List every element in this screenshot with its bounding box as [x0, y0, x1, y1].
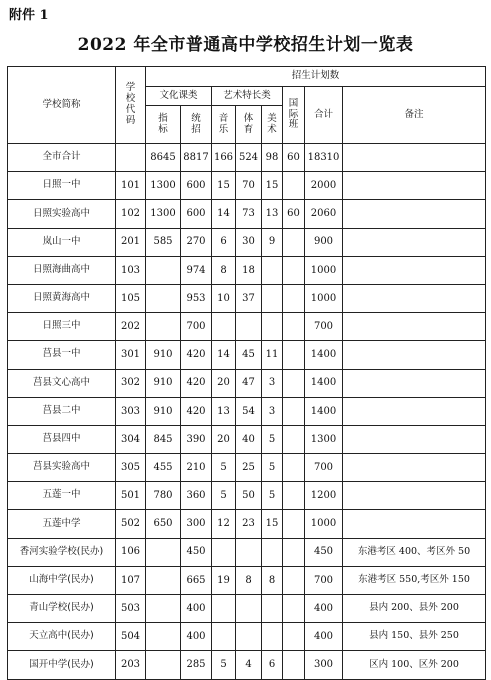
music-value: 5 — [212, 454, 236, 482]
quota-value: 585 — [146, 228, 181, 256]
school-code: 304 — [116, 425, 146, 453]
fine-art-value — [262, 538, 283, 566]
remark-value — [343, 397, 486, 425]
enrollment-plan-table — [7, 66, 486, 680]
sports-value: 45 — [236, 341, 262, 369]
intl-value: 60 — [283, 200, 305, 228]
header-plan: 招生计划数 — [146, 67, 486, 87]
total-value: 1000 — [305, 256, 343, 284]
school-name: 莒县实验高中 — [8, 454, 116, 482]
fine-art-value: 5 — [262, 454, 283, 482]
school-name: 莒县四中 — [8, 425, 116, 453]
table-row — [8, 369, 486, 397]
table-row — [8, 313, 486, 341]
school-code: 302 — [116, 369, 146, 397]
total-value: 2060 — [305, 200, 343, 228]
total-value: 18310 — [305, 144, 343, 172]
music-value: 10 — [212, 284, 236, 312]
intl-value — [283, 369, 305, 397]
fine-art-value: 11 — [262, 341, 283, 369]
header-sports: 体育 — [236, 106, 262, 144]
sports-value: 40 — [236, 425, 262, 453]
header-unified: 统招 — [181, 106, 212, 144]
sports-value: 23 — [236, 510, 262, 538]
school-name: 天立高中(民办) — [8, 623, 116, 651]
school-code: 103 — [116, 256, 146, 284]
school-code: 203 — [116, 651, 146, 679]
unified-value: 400 — [181, 595, 212, 623]
intl-value — [283, 256, 305, 284]
table-row — [8, 651, 486, 679]
remark-value — [343, 144, 486, 172]
sports-value: 8 — [236, 566, 262, 594]
unified-value: 8817 — [181, 144, 212, 172]
table-row — [8, 172, 486, 200]
music-value — [212, 313, 236, 341]
total-value: 2000 — [305, 172, 343, 200]
school-name: 日照三中 — [8, 313, 116, 341]
table-row — [8, 397, 486, 425]
sports-value: 73 — [236, 200, 262, 228]
table-row — [8, 341, 486, 369]
school-code: 202 — [116, 313, 146, 341]
school-name: 山海中学(民办) — [8, 566, 116, 594]
quota-value: 8645 — [146, 144, 181, 172]
header-code: 学校代码 — [116, 67, 146, 144]
unified-value: 300 — [181, 510, 212, 538]
quota-value — [146, 284, 181, 312]
header-remark: 备注 — [343, 87, 486, 144]
sports-value — [236, 595, 262, 623]
total-value: 1200 — [305, 482, 343, 510]
sports-value: 37 — [236, 284, 262, 312]
total-value: 400 — [305, 623, 343, 651]
table-row — [8, 482, 486, 510]
total-value: 1000 — [305, 510, 343, 538]
unified-value: 210 — [181, 454, 212, 482]
music-value: 12 — [212, 510, 236, 538]
intl-value — [283, 284, 305, 312]
intl-value — [283, 172, 305, 200]
fine-art-value: 8 — [262, 566, 283, 594]
unified-value: 420 — [181, 369, 212, 397]
music-value: 14 — [212, 341, 236, 369]
quota-value: 650 — [146, 510, 181, 538]
intl-value — [283, 623, 305, 651]
fine-art-value — [262, 623, 283, 651]
intl-value — [283, 341, 305, 369]
sports-value: 47 — [236, 369, 262, 397]
school-code: 303 — [116, 397, 146, 425]
table-row — [8, 200, 486, 228]
quota-value — [146, 566, 181, 594]
unified-value: 974 — [181, 256, 212, 284]
remark-value — [343, 256, 486, 284]
unified-value: 450 — [181, 538, 212, 566]
quota-value: 1300 — [146, 200, 181, 228]
table-row — [8, 144, 486, 172]
music-value: 166 — [212, 144, 236, 172]
unified-value: 400 — [181, 623, 212, 651]
remark-value: 县内 200、县外 200 — [343, 595, 486, 623]
music-value: 19 — [212, 566, 236, 594]
header-music: 音乐 — [212, 106, 236, 144]
school-code: 101 — [116, 172, 146, 200]
quota-value: 910 — [146, 369, 181, 397]
intl-value — [283, 482, 305, 510]
quota-value: 910 — [146, 341, 181, 369]
music-value: 14 — [212, 200, 236, 228]
table-row — [8, 623, 486, 651]
remark-value: 区内 100、区外 200 — [343, 651, 486, 679]
unified-value: 600 — [181, 200, 212, 228]
school-code: 501 — [116, 482, 146, 510]
music-value: 20 — [212, 425, 236, 453]
music-value — [212, 595, 236, 623]
remark-value — [343, 172, 486, 200]
unified-value: 700 — [181, 313, 212, 341]
fine-art-value: 5 — [262, 425, 283, 453]
intl-value — [283, 538, 305, 566]
sports-value: 54 — [236, 397, 262, 425]
remark-value: 县内 150、县外 250 — [343, 623, 486, 651]
unified-value: 420 — [181, 397, 212, 425]
intl-value — [283, 510, 305, 538]
quota-value — [146, 595, 181, 623]
school-name: 莒县一中 — [8, 341, 116, 369]
remark-value — [343, 482, 486, 510]
music-value — [212, 623, 236, 651]
school-code: 502 — [116, 510, 146, 538]
school-code: 105 — [116, 284, 146, 312]
sports-value — [236, 538, 262, 566]
unified-value: 953 — [181, 284, 212, 312]
quota-value: 910 — [146, 397, 181, 425]
unified-value: 420 — [181, 341, 212, 369]
school-name: 日照黄海高中 — [8, 284, 116, 312]
intl-value — [283, 313, 305, 341]
table-row — [8, 454, 486, 482]
attachment-label: 附件 1 — [9, 8, 49, 23]
sports-value — [236, 313, 262, 341]
total-value: 700 — [305, 566, 343, 594]
school-name: 日照实验高中 — [8, 200, 116, 228]
quota-value — [146, 623, 181, 651]
school-code: 102 — [116, 200, 146, 228]
total-value: 1400 — [305, 369, 343, 397]
music-value: 20 — [212, 369, 236, 397]
unified-value: 360 — [181, 482, 212, 510]
fine-art-value: 3 — [262, 369, 283, 397]
fine-art-value: 13 — [262, 200, 283, 228]
header-school: 学校简称 — [8, 67, 116, 144]
quota-value — [146, 651, 181, 679]
total-value: 1400 — [305, 341, 343, 369]
total-value: 1000 — [305, 284, 343, 312]
remark-value — [343, 284, 486, 312]
remark-value — [343, 510, 486, 538]
remark-value — [343, 425, 486, 453]
school-name: 香河实验学校(民办) — [8, 538, 116, 566]
intl-value — [283, 454, 305, 482]
total-value: 1400 — [305, 397, 343, 425]
table-row — [8, 538, 486, 566]
fine-art-value: 9 — [262, 228, 283, 256]
school-name: 岚山一中 — [8, 228, 116, 256]
school-name: 国开中学(民办) — [8, 651, 116, 679]
intl-value — [283, 651, 305, 679]
table-row — [8, 425, 486, 453]
sports-value: 18 — [236, 256, 262, 284]
school-code: 305 — [116, 454, 146, 482]
remark-value: 东港考区 400、考区外 50 — [343, 538, 486, 566]
header-total: 合计 — [305, 87, 343, 144]
sports-value — [236, 623, 262, 651]
sports-value: 50 — [236, 482, 262, 510]
unified-value: 285 — [181, 651, 212, 679]
remark-value — [343, 200, 486, 228]
unified-value: 390 — [181, 425, 212, 453]
page-title: 2022 年全市普通高中学校招生计划一览表 — [77, 35, 414, 55]
fine-art-value: 98 — [262, 144, 283, 172]
music-value: 8 — [212, 256, 236, 284]
unified-value: 665 — [181, 566, 212, 594]
music-value: 5 — [212, 482, 236, 510]
table-row — [8, 284, 486, 312]
table-row — [8, 256, 486, 284]
music-value: 13 — [212, 397, 236, 425]
intl-value — [283, 566, 305, 594]
school-name: 全市合计 — [8, 144, 116, 172]
quota-value: 455 — [146, 454, 181, 482]
remark-value — [343, 454, 486, 482]
total-value: 450 — [305, 538, 343, 566]
school-code: 503 — [116, 595, 146, 623]
total-value: 400 — [305, 595, 343, 623]
school-code — [116, 144, 146, 172]
school-name: 青山学校(民办) — [8, 595, 116, 623]
school-code: 504 — [116, 623, 146, 651]
unified-value: 600 — [181, 172, 212, 200]
quota-value — [146, 256, 181, 284]
table-row — [8, 510, 486, 538]
sports-value: 4 — [236, 651, 262, 679]
school-code: 107 — [116, 566, 146, 594]
school-code: 106 — [116, 538, 146, 566]
fine-art-value — [262, 313, 283, 341]
total-value: 700 — [305, 313, 343, 341]
fine-art-value — [262, 595, 283, 623]
quota-value — [146, 538, 181, 566]
quota-value — [146, 313, 181, 341]
total-value: 900 — [305, 228, 343, 256]
quota-value: 780 — [146, 482, 181, 510]
fine-art-value: 15 — [262, 510, 283, 538]
intl-value: 60 — [283, 144, 305, 172]
header-quota: 指标 — [146, 106, 181, 144]
music-value: 6 — [212, 228, 236, 256]
intl-value — [283, 228, 305, 256]
quota-value: 1300 — [146, 172, 181, 200]
sports-value: 30 — [236, 228, 262, 256]
school-code: 201 — [116, 228, 146, 256]
remark-value — [343, 228, 486, 256]
total-value: 300 — [305, 651, 343, 679]
unified-value: 270 — [181, 228, 212, 256]
remark-value: 东港考区 550,考区外 150 — [343, 566, 486, 594]
remark-value — [343, 341, 486, 369]
fine-art-value — [262, 256, 283, 284]
sports-value: 25 — [236, 454, 262, 482]
header-culture: 文化课类 — [146, 87, 212, 106]
music-value: 5 — [212, 651, 236, 679]
total-value: 700 — [305, 454, 343, 482]
table-row — [8, 595, 486, 623]
school-code: 301 — [116, 341, 146, 369]
intl-value — [283, 595, 305, 623]
remark-value — [343, 313, 486, 341]
fine-art-value: 3 — [262, 397, 283, 425]
table-row — [8, 228, 486, 256]
fine-art-value — [262, 284, 283, 312]
fine-art-value: 15 — [262, 172, 283, 200]
sports-value: 70 — [236, 172, 262, 200]
total-value: 1300 — [305, 425, 343, 453]
header-arts: 艺术特长类 — [212, 87, 283, 106]
school-name: 五莲中学 — [8, 510, 116, 538]
fine-art-value: 6 — [262, 651, 283, 679]
school-name: 莒县文心高中 — [8, 369, 116, 397]
quota-value: 845 — [146, 425, 181, 453]
fine-art-value: 5 — [262, 482, 283, 510]
intl-value — [283, 425, 305, 453]
music-value — [212, 538, 236, 566]
table-row — [8, 566, 486, 594]
music-value: 15 — [212, 172, 236, 200]
school-name: 日照海曲高中 — [8, 256, 116, 284]
school-name: 日照一中 — [8, 172, 116, 200]
header-intl: 国际班 — [283, 87, 305, 144]
school-name: 五莲一中 — [8, 482, 116, 510]
intl-value — [283, 397, 305, 425]
sports-value: 524 — [236, 144, 262, 172]
header-fine-art: 美术 — [262, 106, 283, 144]
remark-value — [343, 369, 486, 397]
school-name: 莒县二中 — [8, 397, 116, 425]
